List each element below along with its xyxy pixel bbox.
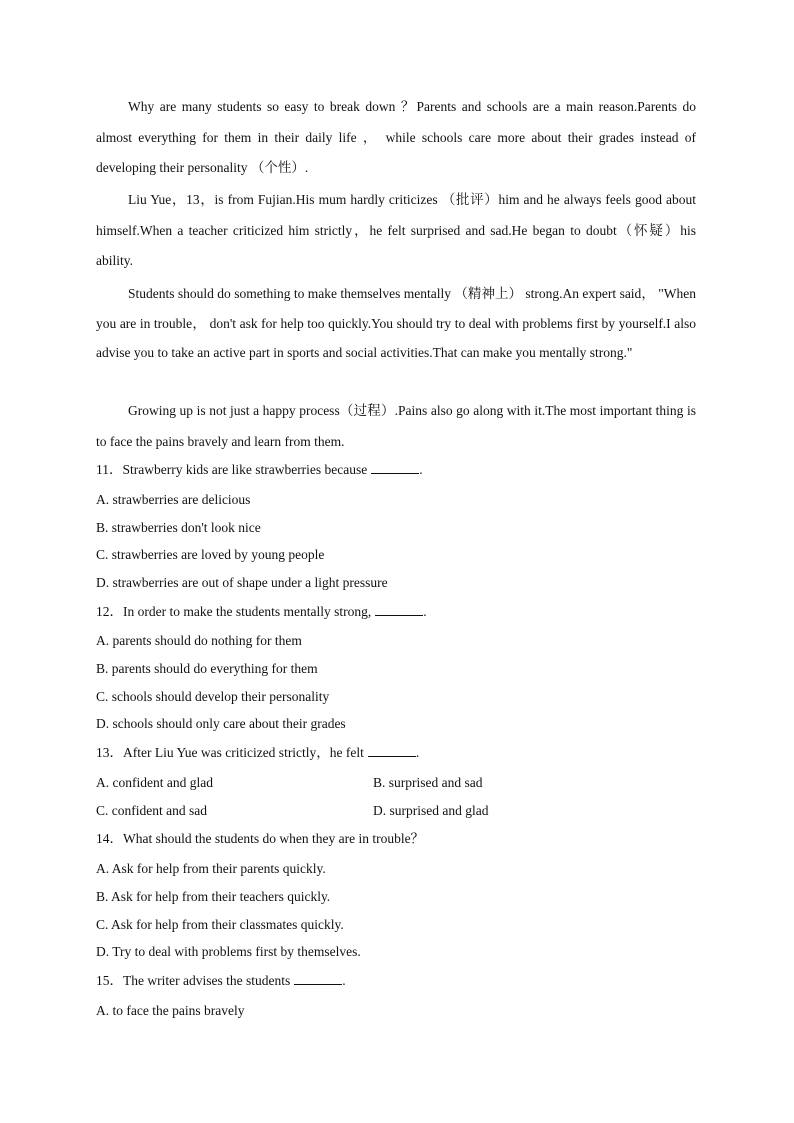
answer-blank	[375, 603, 423, 616]
question-end: .	[423, 604, 427, 619]
question-stem: 12．In order to make the students mentally strong,	[96, 604, 372, 619]
answer-blank	[294, 972, 342, 985]
question-end: .	[415, 745, 420, 760]
option-11-a: A. strawberries are delicious	[96, 492, 251, 507]
answer-blank	[368, 744, 416, 757]
option-12-b: B. parents should do everything for them	[96, 661, 318, 676]
question-stem: 11．Strawberry kids are like strawberries because	[96, 462, 368, 477]
passage-paragraph-1: Why are many students so easy to break down ？Parents and schools are a main reason.Parents do almost everything for them in their daily life ， while schools care more about their grades instead of developing their personality （个性）.	[96, 99, 696, 175]
option-12-a: A. parents should do nothing for them	[96, 633, 302, 648]
option-14-c: C. Ask for help from their classmates quickly.	[96, 917, 344, 932]
question-stem: 14．What should the students do when they are in trouble？	[96, 831, 425, 846]
question-14	[96, 829, 696, 849]
option-14-b: B. Ask for help from their teachers quickly.	[96, 889, 331, 904]
option-12-c: C. schools should develop their personality	[96, 689, 330, 704]
question-end: .	[419, 462, 423, 477]
option-11-c: C. strawberries are loved by young people	[96, 547, 325, 562]
option-14-d: D. Try to deal with problems first by themselves.	[96, 944, 361, 959]
option-13-a: A. confident and glad	[96, 775, 213, 790]
option-11-d: D. strawberries are out of shape under a light pressure	[96, 575, 388, 590]
question-11	[96, 460, 696, 480]
question-12	[96, 602, 696, 622]
passage-paragraph-4: Growing up is not just a happy process（过程）.Pains also go along with it.The most important thing is to face the pains bravely and learn from them.	[96, 403, 696, 449]
question-stem: 15．The writer advises the students	[96, 973, 291, 988]
option-12-d: D. schools should only care about their grades	[96, 716, 346, 731]
passage-paragraph-3: Students should do something to make themselves mentally （精神上） strong.An expert said， "When you are in trouble， don't ask for help too quickly.You should try to deal with problems first by yourself.I also advise you to take an active part in sports and social activities.That can make you mentally strong."	[96, 286, 696, 360]
option-13-b: B. surprised and sad	[373, 775, 483, 790]
question-13	[96, 743, 696, 763]
option-13-c: C. confident and sad	[96, 803, 207, 818]
option-15-a: A. to face the pains bravely	[96, 1003, 245, 1018]
question-end: .	[342, 973, 346, 988]
answer-blank	[371, 461, 419, 474]
question-15	[96, 971, 696, 991]
option-13-d: D. surprised and glad	[373, 803, 489, 818]
option-11-b: B. strawberries don't look nice	[96, 520, 261, 535]
question-stem: 13．After Liu Yue was criticized strictly，he felt	[96, 745, 364, 760]
passage-paragraph-2: Liu Yue，13，is from Fujian.His mum hardly criticizes （批评）him and he always feels good about himself.When a teacher criticized him strictly，he felt surprised and sad.He began to doubt（怀疑）his ability.	[96, 192, 696, 268]
option-14-a: A. Ask for help from their parents quickly.	[96, 861, 326, 876]
